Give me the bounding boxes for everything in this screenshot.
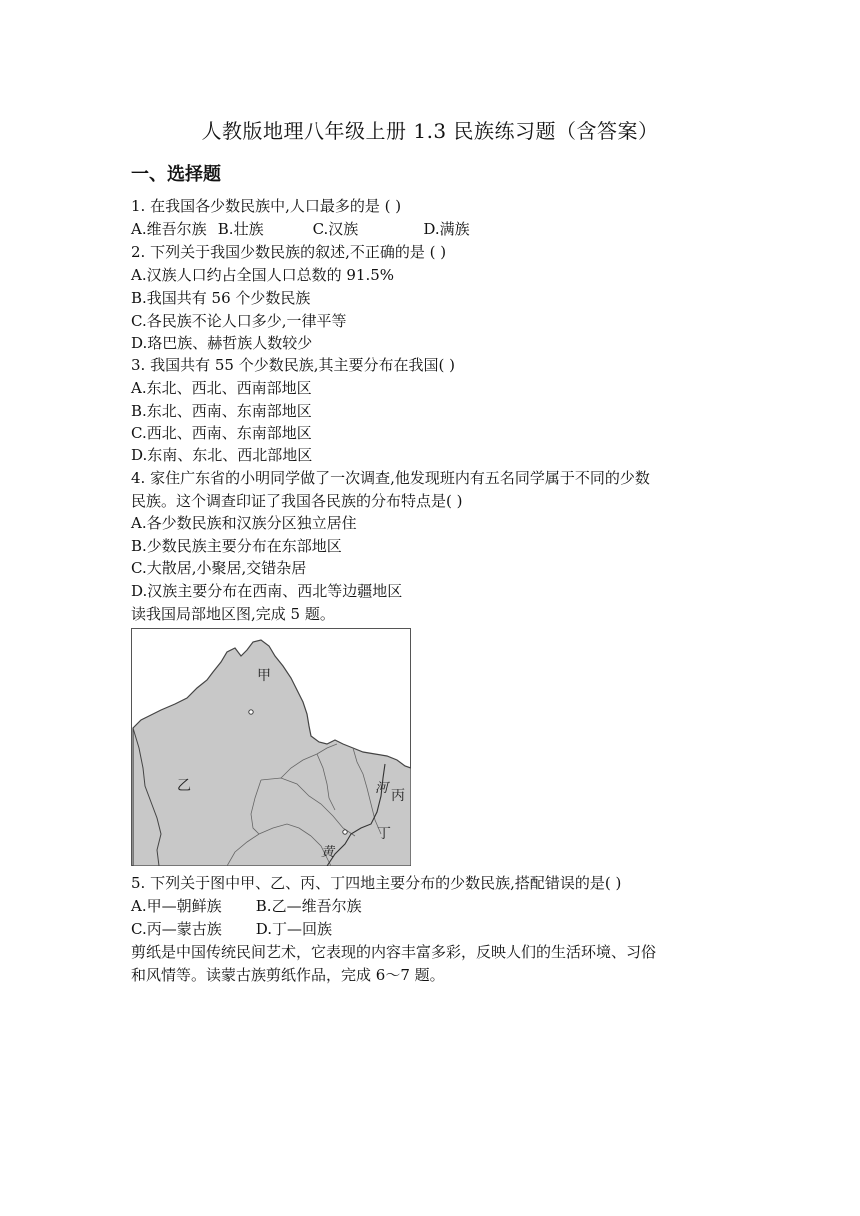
city-dot-yinchuan bbox=[343, 830, 347, 834]
q3-option-c: C.西北、西南、东南部地区 bbox=[131, 424, 312, 442]
map-label-he: 河 bbox=[375, 781, 389, 796]
question-5-stem: 5. 下列关于图中甲、乙、丙、丁四地主要分布的少数民族,搭配错误的是( ) bbox=[131, 874, 622, 892]
q2-option-c: C.各民族不论人口多少,一律平等 bbox=[131, 312, 347, 330]
q5-option-c: C.丙—蒙古族 bbox=[131, 920, 222, 938]
q1-option-d: D.满族 bbox=[423, 220, 470, 238]
city-dot-urumqi bbox=[249, 710, 253, 714]
q1-option-a: A.维吾尔族 bbox=[131, 220, 207, 238]
q4-option-d: D.汉族主要分布在西南、西北等边疆地区 bbox=[131, 582, 403, 600]
paper-cut-intro-line-1: 剪纸是中国传统民间艺术，它表现的内容丰富多彩，反映人们的生活环境、习俗 bbox=[131, 943, 657, 961]
question-1-stem: 1. 在我国各少数民族中,人口最多的是 ( ) bbox=[131, 197, 402, 215]
paper-cut-intro-line-2: 和风情等。读蒙古族剪纸作品，完成 6～7 题。 bbox=[131, 966, 445, 984]
map-label-yi: 乙 bbox=[177, 778, 191, 794]
map-intro-text: 读我国局部地区图,完成 5 题。 bbox=[131, 605, 335, 623]
question-2-stem: 2. 下列关于我国少数民族的叙述,不正确的是 ( ) bbox=[131, 243, 447, 261]
map-label-jia: 甲 bbox=[257, 668, 271, 684]
question-4-stem-line-1: 4. 家住广东省的小明同学做了一次调查,他发现班内有五名同学属于不同的少数 bbox=[131, 469, 650, 487]
regional-map-figure bbox=[131, 628, 411, 866]
q3-option-d: D.东南、东北、西北部地区 bbox=[131, 446, 313, 464]
q4-option-a: A.各少数民族和汉族分区独立居住 bbox=[131, 514, 357, 532]
q2-option-b: B.我国共有 56 个少数民族 bbox=[131, 289, 311, 307]
q3-option-a: A.东北、西北、西南部地区 bbox=[131, 379, 312, 397]
map-label-ding: 丁 bbox=[377, 826, 391, 842]
regional-map-svg bbox=[131, 628, 411, 866]
q5-option-a: A.甲—朝鲜族 bbox=[131, 897, 222, 915]
question-4-stem-line-2: 民族。这个调查印证了我国各民族的分布特点是( ) bbox=[131, 492, 463, 510]
question-3-stem: 3. 我国共有 55 个少数民族,其主要分布在我国( ) bbox=[131, 356, 455, 374]
q1-option-b: B.壮族 bbox=[217, 220, 264, 238]
map-label-bing: 丙 bbox=[391, 788, 405, 804]
q2-option-a: A.汉族人口约占全国人口总数的 91.5% bbox=[131, 266, 395, 284]
section-heading: 一、选择题 bbox=[131, 164, 221, 185]
question-1-options bbox=[131, 218, 741, 239]
q5-option-b: B.乙—维吾尔族 bbox=[255, 897, 362, 915]
map-label-huang: 黄 bbox=[321, 845, 335, 860]
q3-option-b: B.东北、西南、东南部地区 bbox=[131, 402, 312, 420]
q5-option-d: D.丁—回族 bbox=[255, 920, 333, 938]
question-5-options-row-2 bbox=[131, 918, 741, 939]
q1-option-c: C.汉族 bbox=[312, 220, 359, 238]
question-5-options-row-1 bbox=[131, 895, 741, 916]
q4-option-b: B.少数民族主要分布在东部地区 bbox=[131, 537, 342, 555]
q2-option-d: D.珞巴族、赫哲族人数较少 bbox=[131, 334, 313, 352]
q4-option-c: C.大散居,小聚居,交错杂居 bbox=[131, 559, 307, 577]
document-title: 人教版地理八年级上册 1.3 民族练习题（含答案） bbox=[201, 119, 659, 143]
